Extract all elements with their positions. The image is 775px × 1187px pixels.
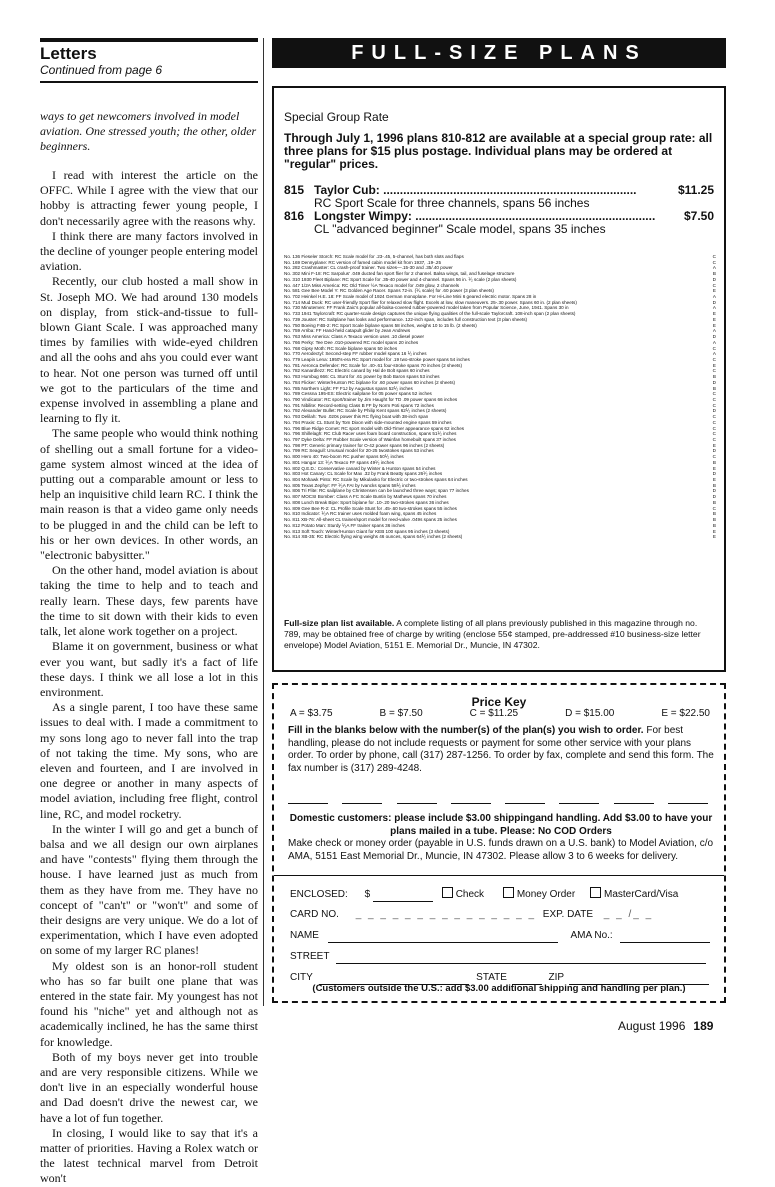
plans-header: FULL-SIZE PLANS [272,38,726,68]
plan-blank[interactable] [614,791,654,804]
paragraph: Blame it on government, business or what ever you want, but sadly it's a fact of life these days. I think we all lose a lot in this environment. [40,639,258,699]
state-label: STATE [476,972,507,983]
plan-list-price-code: C [712,391,716,397]
plan-list-price-code: A [712,305,716,311]
plan-name: Taylor Cub: [314,183,380,197]
plan-list-price-code: B [712,271,716,277]
plan-list-price-code: B [712,374,716,380]
domestic-info [288,813,714,863]
price-key-title: Price Key [471,695,527,709]
plan-price: $7.50 [683,209,714,223]
check-checkbox[interactable] [442,887,453,898]
paragraph: On the other hand, model aviation is about taking the time to help and to teach and really learn. These days, few parents have the time to sit down with their kids to even talk, let alone work together on a project. [40,563,258,639]
plan-list-text: No. 796 Blue Ridge Comet: RC sport model with Old-Timer appearance spans 62 inches [284,425,465,431]
plan-list-text: No. 702 Heinkel H.E. 18: FF Scale model of 1924 German monoplane. For Hi-Line Mini 6 geared electric motor. Spans 28 in [284,294,537,300]
fill-instructions-text: For best handling, please do not include requests or payment for some other service with your plans order. To order by phone, call (317) 287-1256. To order by fax, complete and send this form. The fax number is (317) 289-4248. [288,725,714,774]
street-row [290,950,710,964]
plan-list-text: No. 801 Hangar 13: ⅟₂A Texaco FF spans 49⅟₂ inches [284,459,395,465]
paragraph: As a single parent, I too have these same issues to deal with. I made a commitment to my sons long ago to never fall into the trap of not taking the time. My sons, who are eleven and fourteen, and I are involved in one degree or another in many aspects of model aviation, including free flight, control line, RC, and model rocketry. [40,700,258,821]
plan-blank[interactable] [451,791,491,804]
paragraph: Both of my boys never get into trouble and are very responsible citizens. While we don't live in an especially wonderful house and Dad doesn't drive the newest car, we have a lot of fun together. [40,1049,258,1125]
letter-intro: ways to get newcomers involved in model aviation. One stressed youth; the other, older beginners. [40,109,257,153]
plan-blank[interactable] [668,791,708,804]
plan-list-price-code: B [712,522,716,528]
full-list-label: Full-size plan list available. [284,618,395,628]
plan-list-text: No. 789 Cessna 195-ES: Electric sailplane for 05 power spans 52 inches [284,391,432,397]
letters-column [40,38,258,1186]
plan-list-text: No. 808 Lunch Break Bipe: Sport biplane for .10-.20 two-strokes spans 36 inches [284,499,449,505]
plan-list-text: No. 750 Boeing F4B-2: RC Sport Scale biplane spans 58 inches, weighs 10 to 15 lb. (2 sheets) [284,322,477,328]
plan-list-text: No. 714 Mud Duck: RC user-friendly Sport flier for relaxed slow flight. Excels at low, slow maneuvers. 25-.30 power. Spans 60 in. (2 plan sheets) [284,299,577,305]
plan-list-text: No. 784 Flicker: Winter/Hunton RC biplane for .60 power spans 60 inches (2 sheets) [284,379,456,385]
plan-list-text: No. 798 PT: Generic primary trainer for O-42 power spans 96 inches (2 sheets) [284,442,445,448]
plan-list-text: No. 793 Delilah: Two .020s power this RC flying boat with 38-inch span [284,414,429,420]
plan-list-price-code: C [712,431,716,437]
plan-list-row [284,534,716,540]
plan-list-text: No. 790 Vindicator: RC sport/trainer by Jim Haught for TD .09 power spans 66 inches [284,396,458,402]
special-rate-title: Special Group Rate [284,110,389,124]
plan-number-blanks [288,791,708,805]
plan-list-price-code: D [712,471,716,477]
plan-list-price-code: D [712,276,716,282]
top-rule [40,38,258,42]
domestic-title: Domestic customers: please include $3.00 shippingand handling. Add $3.00 to have your plans mailed in a tube. Please: No COD Orders [289,813,713,837]
plan-list-text: No. 813 Soft Touch: Winter/Hunton Giant for KEB 100 spans 95 inches (3 sheets) [284,528,450,534]
plan-list-text: No. 806 Tri Flite: RC sailplane by Christensen can be launched three ways; span 77 inches [284,488,469,494]
fill-instructions [288,725,714,775]
paragraph: Recently, our club hosted a mall show in St. Joseph MO. We had around 130 models on display, from stick-and-tissue to full-blown Giant Scale. I was approached many times by families with wide-eyed children and all the oohs and ahs you could ever want to hear. Not one person was turned off until we got to the particulars of the time and expense involved in assembling a plane and learning to fly it. [40,274,258,426]
plan-list-price-code: C [712,356,716,362]
paragraph: I read with interest the article on the OFFC. While I agree with the view that our hobby is attracting fewer young people, I don't necessarily agree with the reasons why. [40,168,258,228]
plan-list-text: No. 730 Minutemen: FF Frank Zaic's popular all-balsa-covered rubber-powered model taken from Popular Science, June, 1941. Spans 30 in [284,305,569,311]
name-label: NAME [290,930,319,941]
plan-list-text: No. 805 Texas Zephyr: FF ⅟₂A FAI by Ivancks spans 58⅟₂ inches [284,482,416,488]
paragraph: The same people who would think nothing of shelling out a small fortune for a video-game system almost winced at the idea of putting out a comparable amount or less to help an inquisitive child learn RC. I think the main reason is that a video game only needs to be plugged in and the child can be left to his or her own devices. In other words, an "electronic babysitter." [40,426,258,563]
full-list-text: A complete listing of all plans previously published in this magazine through no. 789, may be obtained free of charge by writing (enclose 55¢ stamped, pre-addressed #10 business-size letter envelope) Model Aviation, 5151 E. Memorial Dr., Muncie, IN 47302. [284,618,701,650]
featured-plan [284,184,714,210]
name-field[interactable] [328,932,558,943]
street-label: STREET [290,951,330,962]
plan-list-price-code: E [712,534,716,540]
plan-list-price-code: C [712,396,716,402]
plan-list-price-code: E [712,362,716,368]
dollar-sign: $ [364,889,371,900]
plan-list-text: No. 781 Aeronca Defender: RC Scale for .40-.61 four-stroke spans 70 inches (2 sheets) [284,362,462,368]
plan-list-text: No. 169 Dennyplane: RC version of famed cabin model kit from 1937, .19-.25 [284,259,442,265]
plan-list-price-code: C [712,425,716,431]
plan-list-price-code: B [712,482,716,488]
plan-list-price-code: E [712,316,716,322]
plan-list-text: No. 804 Mohawk Pinto: RC Scale by Mikulasko for Electric or two-strokes spans 64 inches [284,477,468,483]
exp-date-field[interactable]: _ _ /_ _ [603,909,654,920]
leader-dots: ........................................................................ [411,209,656,223]
plan-list-price-code: C [712,282,716,288]
plan-list-text: No. 782 Kanardlezz: RC Electric canard by Hal de Bolt spans 60 inches [284,368,430,374]
plan-list-price-code: C [712,454,716,460]
plan-list-text: No. 739 Jouster: RC Saltplane has looks and performance. 122-inch span, includes full construction text (3 plan sheets) [284,316,528,322]
plan-list-text: No. 792 Alexander Bullet: RC Scale by Philip Kent spans 62⅟₂ inches (2 sheets) [284,408,447,414]
plan-list-text: No. 810 Indicator: ⅟₂A RC trainer uses molded foam wing, spans 45 inches [284,511,437,517]
domestic-text: Make check or money order (payable in U.S. funds drawn on a U.S. bank) to Model Aviation, c/o AMA, 5151 East Memorial Dr., Muncie, IN 47302. Please allow 3 to 6 weeks for delivery. [288,838,714,862]
order-form [272,683,726,1003]
plan-list-price-code: E [712,528,716,534]
plan-list-price-code: D [712,494,716,500]
plan-list-text: No. 783 Humbug 666: CL Stunt for .61 power by Bob Baron spans 53 inches [284,374,440,380]
plan-list [284,254,716,540]
price-d: D = $15.00 [565,708,615,719]
check-label: Check [455,889,485,900]
plan-list-text: No. 768 Gipsy Moth: RC Scale biplane spans 50 inches [284,345,398,351]
plan-list-price-code: C [712,505,716,511]
plan-list-text: No. 766 Perky: Tee Dee .010-powered RC model spans 20 inches [284,339,419,345]
plan-list-price-code: E [712,465,716,471]
name-row [290,929,710,943]
plan-list-price-code: C [712,254,716,259]
plan-list-text: No. 812 Potato Man: Sturdy ⅟₂A FF trainer spans 36 inches [284,522,405,528]
plan-list-text: No. 733 1941 Taylorcraft: RC quarter-scale design captures the unique flying qualities of the full-scale Taylorcraft. 108-inch span (2 plan sheets) [284,311,576,317]
ama-no-field[interactable] [620,932,710,943]
plan-list-price-code: A [712,351,716,357]
leader-dots: ............................................................................ [379,183,637,197]
plan-list-price-code: B [712,517,716,523]
plan-list-text: No. 763 Miss America: Class A Texaco version uses .10 diesel power [284,334,425,340]
city-label: CITY [290,972,313,983]
plan-list-text: No. 302 Mini F-18: RC Sarpolus' .049 ducted fan sport flier for 2 channel. Balsa wings, tail, and fuselage structure [284,271,515,277]
plan-list-price-code: B [712,385,716,391]
zip-label: ZIP [548,972,564,983]
plan-list-price-code: C [712,437,716,442]
plan-list-price-code: C [712,259,716,265]
plan-list-price-code: E [712,311,716,317]
plan-list-text: No. 802 Q.E.D.: Conservative canard by Winter & Hunton spans 54 inches [284,465,436,471]
outside-us-note: (Customers outside the U.S.: add $3.00 additional shipping and handling per plan.) [312,983,686,994]
plan-list-text: No. 779 Leapin Lena: 1950's-era RC Sport model for .19 two-stroke power spans 54 inches [284,356,470,362]
plan-list-text: No. 807 MOCSI Bomber: Class A FC Scale Buntin by Mathews spans 70 inches [284,494,447,500]
plan-list-text: No. 785 Northern Light: FF F1J by Augustus spans 52⅟₂ inches [284,385,413,391]
paragraph: In the winter I will go and get a bunch of balsa and we all design our own airplanes and have "contests" flying them through the house. I have learned just as much from them as they have from me. They have no concept of "can't" or "won't" and some of their designs are very unique. We do a lot of experimentation, which I have even adopted on some of my larger RC planes! [40,821,258,958]
price-c: C = $11.25 [469,708,519,719]
plan-blank[interactable] [505,791,545,804]
plan-number: 816 [284,209,305,223]
plan-list-text: No. 799 RC Seagull: Unusual model for 20-25 twostokes spans 53 inches [284,448,434,454]
plan-list-text: No. 800 Hero 40: Two-boom RC pusher spans 50⅟₂ inches [284,454,404,460]
street-field[interactable] [336,953,706,964]
plan-list-text: No. 447 1/2A Miss America: RC Old Timer ½A Texaco model for .049 glow, 2 channels [284,282,460,288]
plan-list-text: No. 770 Aerodectyl: Second-step FF rubber model spans 16 ⅟₂ inches [284,351,427,357]
plan-list-text: No. 310 1930 Fleet Biplane: RC Sport Scale for .35-40 power and 4-channel. Spans 56 in. ⅟₂ scale (2 plan sheets) [284,276,517,282]
plan-list-text: No. 814 XB-35: RC Electric flying wing weighs 46 ounces, spans 64⅟₂ inches (2 sheets) [284,534,463,540]
exp-date-label: EXP. DATE [542,909,594,920]
plans-box [272,86,726,672]
card-no-field[interactable]: _ _ _ _ _ _ _ _ _ _ _ _ _ _ _ [355,909,537,920]
plan-list-price-code: A [712,339,716,345]
plan-description: CL "advanced beginner" Scale model, spans 35 inches [314,222,606,236]
plan-list-price-code: D [712,488,716,494]
plan-blank[interactable] [342,791,382,804]
plan-list-text: No. 803 Hot Canary: CL Scale for Max .32 by Frank Beatty spans 26⅟₂ inches [284,471,443,477]
section-title: Letters [40,44,97,63]
plan-blank[interactable] [397,791,437,804]
special-rate-text: Through July 1, 1996 plans 810-812 are available at a special group rate: all three plans for $15 plus postage. Individual plans may be ordered at "regular" prices. [284,131,713,171]
plan-number: 815 [284,183,305,197]
mastercard-label: MasterCard/Visa [603,889,679,900]
card-row [290,908,710,922]
price-key [290,708,710,719]
plan-list-text: No. 809 Gee Bee R-2: CL Profile Scale Stunt for .45-.60 two-strokes spans 55 inches [284,505,457,511]
plan-list-price-code: D [712,334,716,340]
plan-list-price-code: C [712,414,716,420]
enclosed-label: ENCLOSED: [290,889,348,900]
enclosed-row [290,887,710,901]
price-e: E = $22.50 [661,708,710,719]
paragraph: My oldest son is an honor-roll student who has so far built one plane that was entered in the state fair. My youngest has not found his "niche" yet and although not as academically inclined, he has the same thirst for knowledge. [40,958,258,1049]
plan-list-price-code: C [712,402,716,408]
paragraph: I think there are many factors involved in the decline of younger people entering model aviation. [40,228,258,274]
plan-list-text: No. 794 Praxis: CL Stunt by Tom Dixon with side-mounted engine spans 59 inches [284,419,452,425]
plan-list-price-code: A [712,265,716,271]
plan-list-price-code: E [712,477,716,483]
plan-list-text: No. 796 Shillelagh: RC Club Racer uses foam board construction, spans 51⅟₂ inches [284,431,457,437]
ama-no-label: AMA No.: [570,930,613,941]
page-footer [618,1019,713,1033]
plan-list-price-code: C [712,345,716,351]
column-divider [263,38,264,1006]
plan-list-price-code: C [712,419,716,425]
plan-list-price-code: B [712,511,716,517]
plan-blank[interactable] [559,791,599,804]
plan-list-price-code: A [712,294,716,300]
money-order-checkbox[interactable] [503,887,514,898]
plan-list-text: No. 759 Arriba: FF Hand-held catapult glider by Jean Andrews [284,328,411,334]
fill-instructions-bold: Fill in the blanks below with the number(s) of the plan(s) you wish to order. [288,725,644,736]
title-rule [40,81,258,83]
featured-plan [284,210,714,236]
paragraph: In closing, I would like to say that it's a matter of priorities. Having a Rolex watch or the latest technical marvel from Detroit won't [40,1125,258,1186]
plan-blank[interactable] [288,791,328,804]
plan-list-price-code: D [712,408,716,414]
mastercard-checkbox[interactable] [590,887,601,898]
plan-list-text: No. 136 Fieseler Storch: RC Scale model for .23-.45, 5-channel, has both slots and flaps [284,254,464,259]
plan-price: $11.25 [677,183,714,197]
plan-list-price-code: B [712,499,716,505]
plan-name: Longster Wimpy: [314,209,412,223]
plan-description: RC Sport Scale for three channels, spans 56 inches [314,196,590,210]
plan-list-price-code: D [712,299,716,305]
plan-list-price-code: E [712,288,716,294]
amount-field[interactable] [373,891,433,902]
form-divider [274,875,724,876]
card-no-label: CARD NO. [290,909,339,920]
plan-list-price-code: E [712,442,716,448]
plan-list-text: No. 791 Nibilite: Record-setting Class B FF by Norm Poti spans 72 inches [284,402,434,408]
issue-date: August 1996 [618,1019,686,1033]
money-order-label: Money Order [516,889,576,900]
price-b: B = $7.50 [379,708,423,719]
plan-list-price-code: B [712,459,716,465]
plan-list-text: No. 797 Dyke Delta: FF Rubber Scale version of Wainfan homebuilt spans 37 inches [284,437,456,442]
page-number: 189 [693,1019,714,1033]
plan-list-price-code: D [712,379,716,385]
full-list-note [284,618,714,651]
letter-body [40,168,258,1187]
plan-list-text: No. 282 Crashmaster: CL crash-proof trainer. Two sizes—.15-30 and .35/.40 power [284,265,453,271]
plan-list-text: No. 811 XB-76: All-sheet CL trainer/sport model for reed-valve .049s spans 25 inches [284,517,457,523]
continued-note: Continued from page 6 [40,63,163,77]
plan-list-price-code: C [712,368,716,374]
plan-list-price-code: D [712,448,716,454]
plan-list-price-code: A [712,328,716,334]
price-a: A = $3.75 [290,708,333,719]
plan-list-price-code: E [712,322,716,328]
plan-list-text: No. 581 Gee Bee Model Y: RC Golden Age Racer. Spans 72-in. (⅟₄ scale) for .60 power (3 plan sheets) [284,288,494,294]
